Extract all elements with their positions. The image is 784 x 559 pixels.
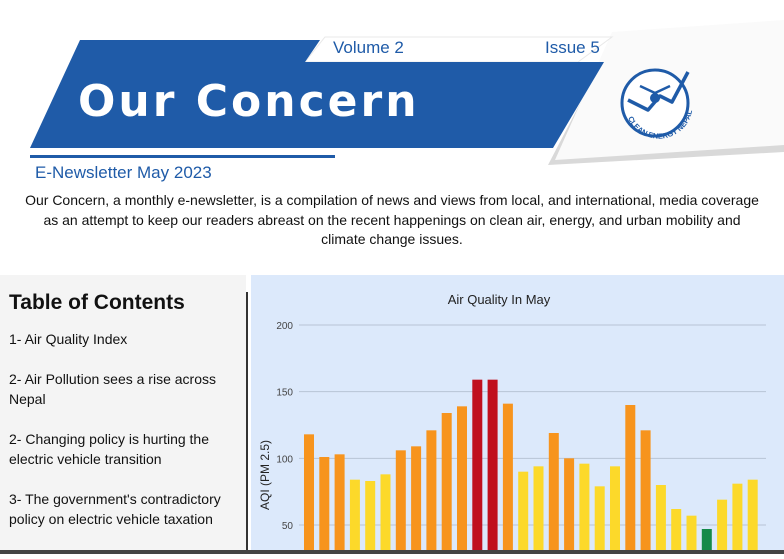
- bar-day-15: [518, 472, 528, 554]
- bar-day-30: [748, 480, 758, 554]
- issue-label: Issue 5: [545, 38, 600, 57]
- bar-day-21: [610, 466, 620, 554]
- bar-day-5: [365, 481, 375, 554]
- bar-day-22: [625, 405, 635, 554]
- y-axis-label: AQI (PM 2.5): [258, 439, 272, 511]
- bar-day-14: [503, 404, 513, 554]
- bar-day-28: [717, 500, 727, 554]
- air-quality-chart-panel: [251, 275, 784, 554]
- bar-day-13: [488, 380, 498, 554]
- bar-day-29: [732, 484, 742, 554]
- newsletter-title: Our Concern: [78, 76, 420, 127]
- toc-item-4[interactable]: 3- The government's contradictory policy on electric vehicle taxation: [9, 491, 221, 527]
- bar-day-17: [549, 433, 559, 554]
- y-tick-label: 150: [276, 387, 293, 399]
- intro-paragraph: Our Concern, a monthly e-newsletter, is a compilation of news and views from local, and international, media coverage as an attempt to keep our readers abreast on the recent happenings on clean air, energy, and urban mobility and climate change issues.: [25, 192, 759, 247]
- toc-item-3[interactable]: 2- Changing policy is hurting the electric vehicle transition: [9, 431, 210, 467]
- bar-day-7: [396, 450, 406, 554]
- y-tick-label: 100: [276, 454, 293, 466]
- bar-day-20: [595, 486, 605, 554]
- bar-day-16: [534, 466, 544, 554]
- bar-day-8: [411, 446, 421, 554]
- bar-day-26: [687, 516, 697, 554]
- bar-day-12: [472, 380, 482, 554]
- bar-day-9: [426, 430, 436, 554]
- bar-day-10: [442, 413, 452, 554]
- banner-underline: [30, 155, 335, 158]
- toc-item-2[interactable]: 2- Air Pollution sees a rise across Nepal: [9, 371, 216, 407]
- bar-day-18: [564, 458, 574, 554]
- toc-divider: [246, 292, 248, 554]
- bar-day-1: [304, 434, 314, 554]
- volume-label: Volume 2: [333, 38, 404, 57]
- logo-text: CLEAN ENERGY NEPAL: [626, 108, 695, 141]
- bar-day-24: [656, 485, 666, 554]
- bottom-rule: [0, 550, 784, 554]
- air-quality-chart: [251, 275, 784, 554]
- bar-day-25: [671, 509, 681, 554]
- bar-day-2: [319, 457, 329, 554]
- bar-day-11: [457, 406, 467, 554]
- bar-day-23: [641, 430, 651, 554]
- bar-day-4: [350, 480, 360, 554]
- bar-day-3: [335, 454, 345, 554]
- y-tick-label: 50: [281, 521, 293, 532]
- chart-title: Air Quality In May: [447, 292, 551, 307]
- toc-item-1[interactable]: 1- Air Quality Index: [9, 331, 128, 347]
- bar-day-19: [579, 464, 589, 554]
- toc-title: Table of Contents: [9, 291, 185, 314]
- y-tick-label: 200: [276, 321, 293, 332]
- bar-day-6: [381, 474, 391, 554]
- newsletter-subtitle: E-Newsletter May 2023: [35, 163, 212, 182]
